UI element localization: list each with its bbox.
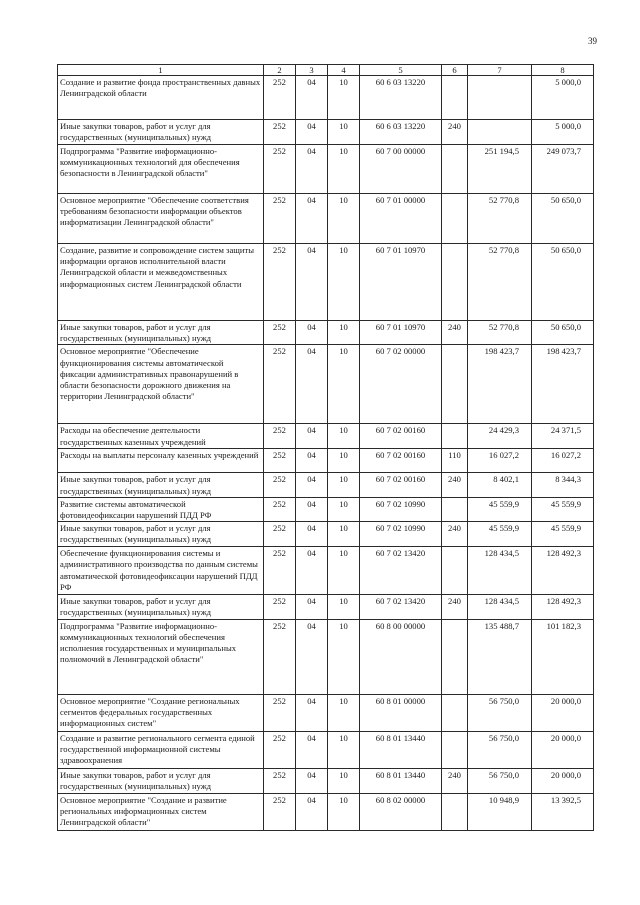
column-6-cell [442, 244, 468, 321]
column-6-cell: 240 [442, 120, 468, 145]
column-3-cell: 04 [296, 522, 328, 547]
row-name-cell: Подпрограмма "Развитие информационно-коммуникационных технологий обеспечения исполнения государственных и муниципальных полномочий в Ленинградской области" [58, 619, 264, 694]
column-5-cell: 60 7 01 00000 [360, 194, 442, 244]
table-row [58, 768, 594, 793]
column-5-cell: 60 6 03 13220 [360, 120, 442, 145]
column-6-cell [442, 424, 468, 449]
row-name-cell: Основное мероприятие "Создание региональных сегментов федеральных государственных информационных систем" [58, 694, 264, 731]
column-2-cell: 252 [264, 424, 296, 449]
column-2-cell: 252 [264, 768, 296, 793]
column-5-cell: 60 7 02 00000 [360, 345, 442, 424]
column-8-cell: 20 000,0 [532, 694, 594, 731]
row-name-cell: Иные закупки товаров, работ и услуг для государственных (муниципальных) нужд [58, 522, 264, 547]
column-4-cell: 10 [328, 321, 360, 345]
column-6-cell: 240 [442, 595, 468, 619]
row-name-cell: Развитие системы автоматической фотовидеофиксации нарушений ПДД РФ [58, 497, 264, 521]
column-3-cell: 04 [296, 473, 328, 497]
column-5-cell: 60 8 01 13440 [360, 768, 442, 793]
column-3-cell: 04 [296, 595, 328, 619]
column-3-cell: 04 [296, 619, 328, 694]
table-row [58, 145, 594, 194]
table-row [58, 694, 594, 731]
column-8-cell: 45 559,9 [532, 497, 594, 521]
row-name-cell: Иные закупки товаров, работ и услуг для государственных (муниципальных) нужд [58, 595, 264, 619]
column-6-cell: 240 [442, 768, 468, 793]
column-3-cell: 04 [296, 497, 328, 521]
column-3-cell: 04 [296, 424, 328, 449]
column-header: 6 [442, 65, 468, 76]
table-row [58, 473, 594, 497]
table-row [58, 522, 594, 547]
column-7-cell: 16 027,2 [468, 449, 532, 473]
column-6-cell: 240 [442, 473, 468, 497]
column-6-cell: 240 [442, 522, 468, 547]
column-7-cell: 10 948,9 [468, 793, 532, 830]
column-5-cell: 60 7 02 10990 [360, 497, 442, 521]
column-4-cell: 10 [328, 547, 360, 595]
column-4-cell: 10 [328, 120, 360, 145]
column-7-cell: 45 559,9 [468, 522, 532, 547]
column-5-cell: 60 7 02 10990 [360, 522, 442, 547]
column-5-cell: 60 8 00 00000 [360, 619, 442, 694]
column-7-cell [468, 76, 532, 120]
row-name-cell: Основное мероприятие "Обеспечение соответствия требованиям безопасности информации объектов информатизации Ленинградской области" [58, 194, 264, 244]
column-4-cell: 10 [328, 345, 360, 424]
table-row [58, 76, 594, 120]
column-5-cell: 60 6 03 13220 [360, 76, 442, 120]
column-6-cell: 110 [442, 449, 468, 473]
table-header-row [58, 65, 594, 76]
column-header: 7 [468, 65, 532, 76]
column-7-cell: 8 402,1 [468, 473, 532, 497]
column-4-cell: 10 [328, 793, 360, 830]
column-3-cell: 04 [296, 345, 328, 424]
table-row [58, 120, 594, 145]
column-6-cell [442, 547, 468, 595]
column-7-cell: 45 559,9 [468, 497, 532, 521]
column-8-cell: 24 371,5 [532, 424, 594, 449]
row-name-cell: Иные закупки товаров, работ и услуг для государственных (муниципальных) нужд [58, 473, 264, 497]
column-header: 4 [328, 65, 360, 76]
column-5-cell: 60 7 02 13420 [360, 595, 442, 619]
column-8-cell: 50 650,0 [532, 244, 594, 321]
column-header: 5 [360, 65, 442, 76]
column-5-cell: 60 7 02 00160 [360, 473, 442, 497]
table-row [58, 321, 594, 345]
column-4-cell: 10 [328, 731, 360, 768]
column-8-cell: 50 650,0 [532, 194, 594, 244]
column-2-cell: 252 [264, 547, 296, 595]
column-2-cell: 252 [264, 120, 296, 145]
table-row [58, 497, 594, 521]
column-8-cell: 128 492,3 [532, 547, 594, 595]
column-5-cell: 60 8 02 00000 [360, 793, 442, 830]
column-3-cell: 04 [296, 694, 328, 731]
column-3-cell: 04 [296, 321, 328, 345]
column-header: 2 [264, 65, 296, 76]
table-row [58, 547, 594, 595]
column-4-cell: 10 [328, 244, 360, 321]
column-4-cell: 10 [328, 497, 360, 521]
column-2-cell: 252 [264, 694, 296, 731]
row-name-cell: Подпрограмма "Развитие информационно-коммуникационных технологий для обеспечения безопасности в Ленинградской области" [58, 145, 264, 194]
column-3-cell: 04 [296, 194, 328, 244]
row-name-cell: Иные закупки товаров, работ и услуг для государственных (муниципальных) нужд [58, 120, 264, 145]
column-4-cell: 10 [328, 595, 360, 619]
row-name-cell: Расходы на выплаты персоналу казенных учреждений [58, 449, 264, 473]
row-name-cell: Основное мероприятие "Создание и развитие региональных информационных систем Ленинградской области" [58, 793, 264, 830]
column-8-cell: 5 000,0 [532, 76, 594, 120]
column-6-cell [442, 793, 468, 830]
column-2-cell: 252 [264, 595, 296, 619]
row-name-cell: Создание и развитие фонда пространственных давных Ленинградской области [58, 76, 264, 120]
column-7-cell: 128 434,5 [468, 595, 532, 619]
row-name-cell: Иные закупки товаров, работ и услуг для государственных (муниципальных) нужд [58, 768, 264, 793]
table-row [58, 449, 594, 473]
column-6-cell [442, 194, 468, 244]
column-5-cell: 60 7 01 10970 [360, 321, 442, 345]
column-2-cell: 252 [264, 76, 296, 120]
column-2-cell: 252 [264, 145, 296, 194]
column-header: 1 [58, 65, 264, 76]
column-8-cell: 8 344,3 [532, 473, 594, 497]
column-3-cell: 04 [296, 793, 328, 830]
column-2-cell: 252 [264, 619, 296, 694]
table-row [58, 619, 594, 694]
column-3-cell: 04 [296, 449, 328, 473]
column-5-cell: 60 7 02 00160 [360, 424, 442, 449]
page-number: 39 [588, 36, 597, 46]
column-2-cell: 252 [264, 321, 296, 345]
column-3-cell: 04 [296, 120, 328, 145]
column-6-cell [442, 145, 468, 194]
row-name-cell: Иные закупки товаров, работ и услуг для государственных (муниципальных) нужд [58, 321, 264, 345]
column-2-cell: 252 [264, 522, 296, 547]
table-row [58, 424, 594, 449]
table-row [58, 595, 594, 619]
column-8-cell: 20 000,0 [532, 731, 594, 768]
column-6-cell: 240 [442, 321, 468, 345]
column-7-cell [468, 120, 532, 145]
column-2-cell: 252 [264, 497, 296, 521]
column-7-cell: 56 750,0 [468, 694, 532, 731]
column-8-cell: 5 000,0 [532, 120, 594, 145]
column-4-cell: 10 [328, 768, 360, 793]
column-8-cell: 16 027,2 [532, 449, 594, 473]
column-4-cell: 10 [328, 449, 360, 473]
column-7-cell: 56 750,0 [468, 768, 532, 793]
column-4-cell: 10 [328, 145, 360, 194]
column-6-cell [442, 731, 468, 768]
column-3-cell: 04 [296, 76, 328, 120]
column-8-cell: 20 000,0 [532, 768, 594, 793]
column-5-cell: 60 8 01 00000 [360, 694, 442, 731]
column-4-cell: 10 [328, 522, 360, 547]
column-6-cell [442, 76, 468, 120]
column-8-cell: 45 559,9 [532, 522, 594, 547]
column-3-cell: 04 [296, 547, 328, 595]
column-4-cell: 10 [328, 194, 360, 244]
column-6-cell [442, 619, 468, 694]
table-row [58, 731, 594, 768]
column-7-cell: 52 770,8 [468, 244, 532, 321]
column-7-cell: 56 750,0 [468, 731, 532, 768]
column-3-cell: 04 [296, 145, 328, 194]
column-6-cell [442, 497, 468, 521]
column-5-cell: 60 7 02 00160 [360, 449, 442, 473]
budget-table [57, 64, 594, 831]
table-row [58, 194, 594, 244]
row-name-cell: Расходы на обеспечение деятельности государственных казенных учреждений [58, 424, 264, 449]
column-3-cell: 04 [296, 731, 328, 768]
column-8-cell: 101 182,3 [532, 619, 594, 694]
column-2-cell: 252 [264, 731, 296, 768]
table-body [58, 76, 594, 831]
row-name-cell: Основное мероприятие "Обеспечение функционирования системы автоматической фиксации административных правонарушений в области безопасности дорожного движения на территории Ленинградской области" [58, 345, 264, 424]
column-8-cell: 249 073,7 [532, 145, 594, 194]
column-7-cell: 24 429,3 [468, 424, 532, 449]
column-8-cell: 198 423,7 [532, 345, 594, 424]
column-6-cell [442, 345, 468, 424]
table-row [58, 244, 594, 321]
column-7-cell: 52 770,8 [468, 194, 532, 244]
column-7-cell: 251 194,5 [468, 145, 532, 194]
column-7-cell: 52 770,8 [468, 321, 532, 345]
column-4-cell: 10 [328, 424, 360, 449]
table-row [58, 345, 594, 424]
column-5-cell: 60 7 02 13420 [360, 547, 442, 595]
column-4-cell: 10 [328, 76, 360, 120]
column-4-cell: 10 [328, 473, 360, 497]
column-5-cell: 60 7 01 10970 [360, 244, 442, 321]
column-header: 3 [296, 65, 328, 76]
column-4-cell: 10 [328, 619, 360, 694]
column-7-cell: 128 434,5 [468, 547, 532, 595]
column-4-cell: 10 [328, 694, 360, 731]
column-5-cell: 60 8 01 13440 [360, 731, 442, 768]
column-3-cell: 04 [296, 244, 328, 321]
column-2-cell: 252 [264, 345, 296, 424]
column-2-cell: 252 [264, 449, 296, 473]
table-row [58, 793, 594, 830]
column-8-cell: 128 492,3 [532, 595, 594, 619]
column-2-cell: 252 [264, 194, 296, 244]
column-3-cell: 04 [296, 768, 328, 793]
row-name-cell: Обеспечение функционирования системы и административного производства по данным системы автоматической фотовидеофиксации нарушений ПДД РФ [58, 547, 264, 595]
column-6-cell [442, 694, 468, 731]
column-5-cell: 60 7 00 00000 [360, 145, 442, 194]
column-8-cell: 50 650,0 [532, 321, 594, 345]
column-2-cell: 252 [264, 793, 296, 830]
row-name-cell: Создание, развитие и сопровождение систем защиты информации органов исполнительной власти Ленинградской области и межведомственных информационных систем Ленинградской области [58, 244, 264, 321]
column-2-cell: 252 [264, 244, 296, 321]
column-8-cell: 13 392,5 [532, 793, 594, 830]
column-7-cell: 198 423,7 [468, 345, 532, 424]
column-header: 8 [532, 65, 594, 76]
column-7-cell: 135 488,7 [468, 619, 532, 694]
column-2-cell: 252 [264, 473, 296, 497]
row-name-cell: Создание и развитие регионального сегмента единой государственной информационной системы здравоохранения [58, 731, 264, 768]
